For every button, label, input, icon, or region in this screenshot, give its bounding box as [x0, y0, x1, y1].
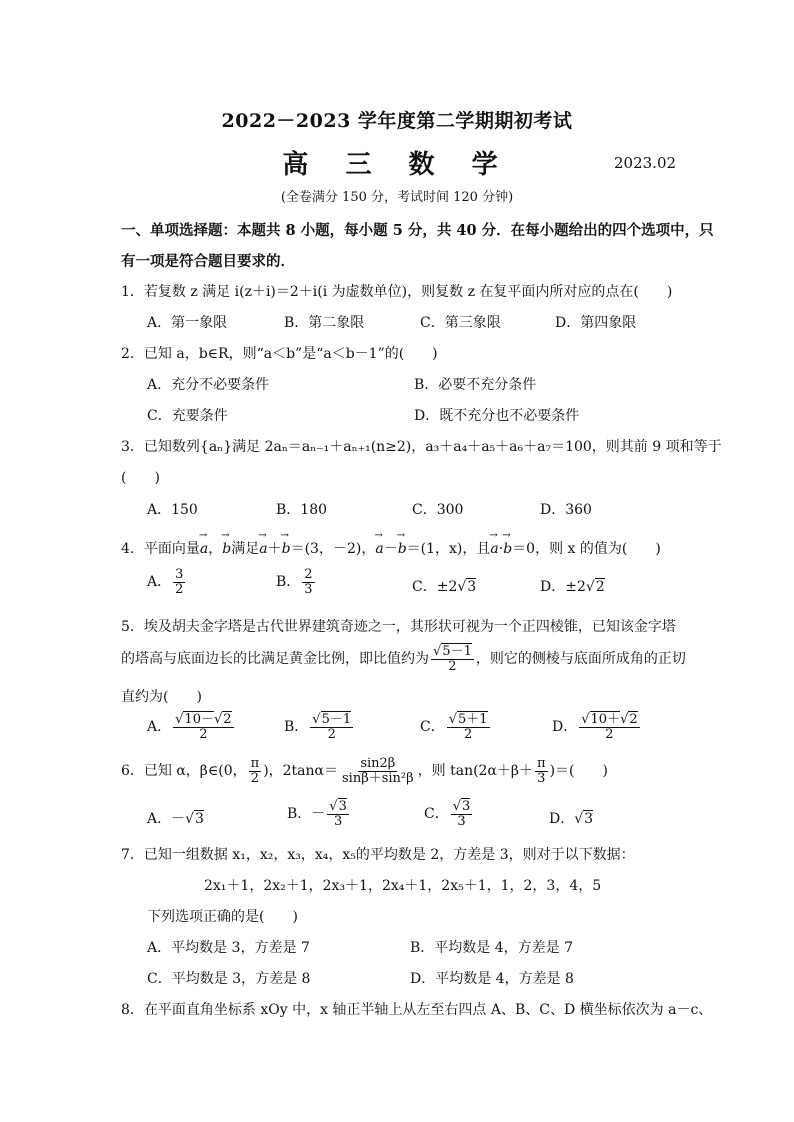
q6-pi-num: π	[250, 756, 260, 771]
q2-option-c: C．充要条件	[147, 408, 228, 424]
q5-golden-num-rad: 5－1	[442, 644, 472, 659]
q1-stem: 1．若复数 z 满足 i(z＋i)＝2＋i(i 为虚数单位)，则复数 z 在复平面内所对应的点在( )	[121, 284, 673, 300]
q6-pi3-den: 3	[537, 770, 546, 786]
q6-text-1: 6．已知 α，β∈(0，	[121, 763, 247, 780]
section1-line1: 一、单项选择题：本题共 8 小题，每小题 5 分，共 40 分．在每小题给出的四个选项中，只	[121, 222, 714, 239]
q5-golden-ratio	[431, 645, 474, 673]
q3-option-a: A．150	[147, 502, 198, 518]
q1-option-d: D．第四象限	[555, 315, 637, 331]
q2-stem: 2．已知 a，b∈R，则“a＜b”是“a＜b－1”的( )	[121, 346, 438, 362]
q6-c-label: C．	[424, 806, 449, 823]
q4-text-1: 4．平面向量	[121, 541, 200, 557]
q5-line2	[121, 645, 686, 673]
q5-d-fraction	[579, 713, 639, 741]
q4-a-fraction	[173, 568, 185, 596]
q3-option-b: B．180	[276, 502, 328, 518]
q6-main-den: sinβ＋sin²β	[342, 770, 414, 786]
q6-main-fraction	[340, 757, 416, 785]
q4-a-num: 3	[175, 567, 184, 582]
q7-stem: 7．已知一组数据 x₁，x₂，x₃，x₄，x₅的平均数是 2，方差是 3，则对于以下数据：	[121, 847, 635, 863]
q6-b-fraction	[327, 800, 349, 828]
q5-golden-den: 2	[448, 658, 457, 674]
q4-vector-b: → b	[282, 541, 291, 557]
q4-option-a	[147, 568, 187, 596]
q6-option-d: D．√3	[549, 811, 594, 827]
q1-option-c: C．第三象限	[420, 315, 501, 331]
q4-text-9: ＝0，则 x 的值为( )	[512, 541, 661, 557]
q4-vector-a: → a	[200, 541, 208, 557]
q8-stem: 8．在平面直角坐标系 xOy 中，x 轴正半轴上从左至右四点 A、B、C、D 横坐标依次为 a－c、	[121, 1002, 713, 1018]
q4-text-8: ·	[498, 541, 504, 557]
q1-option-b: B．第二象限	[284, 315, 365, 331]
q6-text-3: ，则 tan(2α＋β＋	[417, 763, 534, 780]
q5-b-num: √5－1	[312, 712, 352, 727]
q7-option-c: C．平均数是 3，方差是 8	[147, 971, 311, 987]
q6-c-num: √3	[452, 799, 471, 814]
q5-d-den: 2	[605, 726, 614, 742]
q7-option-b: B．平均数是 4，方差是 7	[410, 940, 574, 956]
q6-b-num: √3	[329, 799, 347, 814]
q4-b-den: 3	[304, 581, 313, 597]
q6-a-label: A．－	[147, 811, 186, 827]
q6-b-den: 3	[333, 813, 343, 829]
q6-stem	[121, 757, 608, 785]
section1-line2: 有一项是符合题目要求的．	[121, 253, 295, 270]
q4-option-c: C．±2√3	[412, 579, 477, 595]
q6-text-4: )＝( )	[549, 763, 608, 780]
q5-c-fraction	[447, 713, 490, 741]
q7-option-d: D．平均数是 4，方差是 8	[410, 971, 574, 987]
q5-d-label: D．	[552, 719, 578, 736]
exam-note: (全卷满分 150 分，考试时间 120 分钟)	[280, 190, 514, 205]
q5-d-num-rad1: 10＋	[590, 712, 621, 727]
q6-text-2: )，2tanα＝	[263, 763, 338, 780]
q3-stem-cont: ( )	[121, 470, 160, 486]
q5-line1: 5．埃及胡夫金字塔是古代世界建筑奇迹之一，其形状可视为一个正四棱锥，已知该金字塔	[121, 619, 676, 635]
q4-text-4: ＋	[267, 541, 282, 557]
q4-option-d: D．±2√2	[540, 579, 605, 595]
q4-c-label: C．±2	[412, 579, 458, 595]
q5-a-num-rad1: 10－	[184, 712, 214, 727]
q5-a-label: A．	[147, 719, 172, 736]
q6-option-c	[424, 800, 474, 828]
q6-c-fraction	[451, 800, 473, 828]
q5-golden-num: √5－1	[433, 644, 472, 659]
q4-vector-b: → b	[398, 541, 407, 557]
q4-b-label: B．	[276, 574, 301, 591]
exam-date: 2023.02	[614, 154, 677, 172]
exam-title: 2022－2023 学年度第二学期期初考试	[221, 110, 573, 132]
q4-text-3: 满足	[231, 541, 260, 557]
q5-d-num-rad2: 2	[629, 712, 638, 727]
q5-d-num: √10＋√2	[581, 712, 638, 727]
q6-a-radicand: 3	[195, 811, 204, 827]
q6-pi-third	[535, 757, 548, 785]
q5-line3: 直约为( )	[121, 689, 202, 705]
q4-vector-b: → b	[222, 541, 231, 557]
q4-a-den: 2	[175, 581, 184, 597]
q4-b-num: 2	[304, 567, 313, 582]
q6-pi3-num: π	[537, 756, 546, 771]
q4-text-5: ＝(3，－2)，	[290, 541, 376, 557]
q2-option-d: D．既不充分也不必要条件	[414, 408, 580, 424]
q3-option-c: C．300	[412, 502, 464, 518]
q7-data: 2x₁＋1，2x₂＋1，2x₃＋1，2x₄＋1，2x₅＋1，1，2，3，4，5	[204, 878, 602, 894]
q4-option-b	[276, 568, 317, 596]
q5-option-a	[147, 713, 236, 741]
q5-a-num-rad2: 2	[223, 712, 232, 727]
q5-b-label: B．	[284, 719, 309, 736]
q6-d-label: D．	[549, 811, 575, 827]
q5-line2-text-a: 的塔高与底面边长的比满足黄金比例，即比值约为	[121, 651, 429, 668]
q4-vector-b: → b	[503, 541, 512, 557]
q5-option-b	[284, 713, 355, 741]
q6-pi-den: 2	[250, 770, 260, 786]
q4-stem	[121, 538, 661, 558]
q5-c-num-rad: 5＋1	[458, 712, 488, 727]
q5-a-den: 2	[199, 726, 208, 742]
q6-option-b	[287, 800, 351, 828]
q6-option-a: A．－√3	[147, 811, 204, 827]
q5-c-den: 2	[464, 726, 473, 742]
q6-main-num: sin2β	[360, 756, 396, 771]
q6-c-num-rad: 3	[462, 799, 471, 814]
q6-b-label: B．－	[287, 806, 326, 823]
q7-ask: 下列选项正确的是( )	[147, 909, 298, 925]
q7-option-a: A．平均数是 3，方差是 7	[147, 940, 310, 956]
q4-d-radicand: 2	[595, 579, 605, 595]
subject-title: 高 三 数 学	[282, 150, 512, 180]
q4-a-label: A．	[147, 574, 172, 591]
q2-option-a: A．充分不必要条件	[147, 377, 270, 393]
q4-vector-a: → a	[375, 541, 383, 557]
q4-d-label: D．±2	[540, 579, 586, 595]
q6-c-den: 3	[457, 813, 466, 829]
q3-option-d: D．360	[540, 502, 592, 518]
q5-a-fraction	[173, 713, 233, 741]
q4-vector-a: → a	[259, 541, 267, 557]
q6-d-radicand: 3	[584, 811, 594, 827]
q4-vector-a: → a	[490, 541, 498, 557]
q4-text-7: ＝(1，x)，且	[406, 541, 491, 557]
q5-option-d	[552, 713, 642, 741]
q5-line2-text-b: ，则它的侧棱与底面所成角的正切	[475, 651, 686, 668]
q1-option-a: A．第一象限	[147, 315, 228, 331]
q4-text-6: －	[383, 541, 398, 557]
q5-b-num-rad: 5－1	[321, 712, 352, 727]
q5-c-label: C．	[420, 719, 445, 736]
q4-b-fraction	[302, 568, 314, 596]
q4-c-radicand: 3	[467, 579, 477, 595]
q5-a-num: √10－√2	[175, 712, 232, 727]
q6-pi-half	[249, 757, 262, 785]
q3-stem: 3．已知数列{aₙ}满足 2aₙ＝aₙ₋₁＋aₙ₊₁(n≥2)，a₃＋a₄＋a₅＋a₆＋a₇＝100，则其前 9 项和等于	[121, 439, 722, 455]
q5-c-num: √5＋1	[448, 712, 488, 727]
q4-text-2: ，	[208, 541, 223, 557]
q5-option-c	[420, 713, 492, 741]
q5-b-den: 2	[327, 726, 336, 742]
q5-b-fraction	[310, 713, 353, 741]
q6-b-num-rad: 3	[338, 799, 347, 814]
q2-option-b: B．必要不充分条件	[414, 377, 537, 393]
